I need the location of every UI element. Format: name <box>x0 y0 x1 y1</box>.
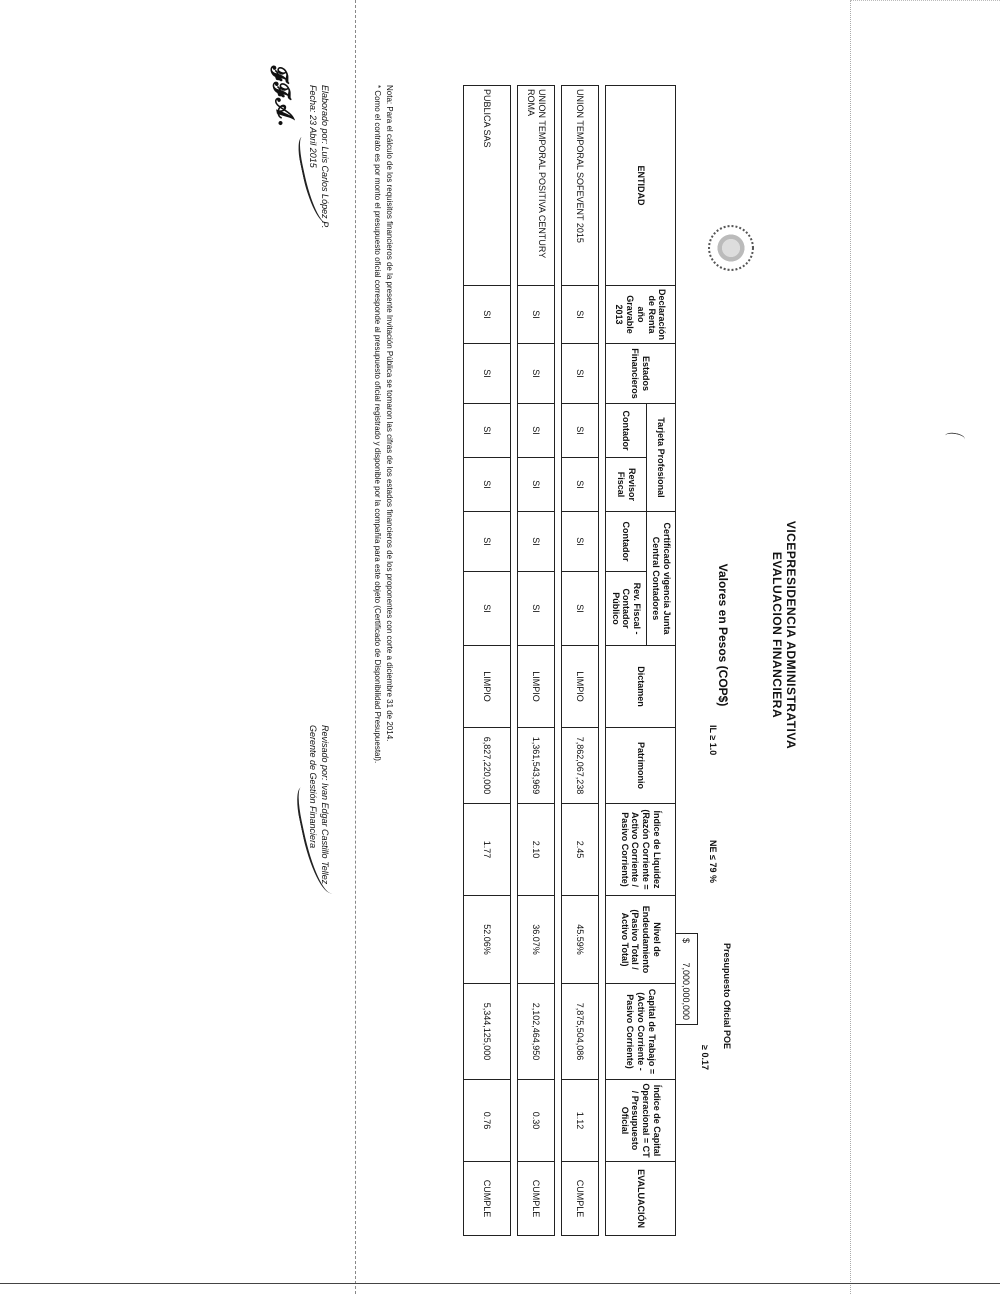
document-subtitle: EVALUACION FINANCIERA <box>770 551 784 719</box>
reviewed-by: Revisado por: Ivan Edgar Castillo Tellez <box>320 725 330 885</box>
header-entity: ENTIDAD <box>606 86 676 286</box>
cell-income-tax: SI <box>464 286 511 344</box>
prepared-date: Fecha: 23 Abril 2015 <box>308 85 319 168</box>
header-working-capital: Capital de Trabajo = (Activo Corriente - Pasivo Corriente) <box>606 984 676 1080</box>
cell-income-tax: SI <box>518 286 555 344</box>
header-cert-auditor: Rev. Fiscal - Contador Público <box>606 572 647 646</box>
cell-liquidity: 2.45 <box>562 804 599 896</box>
budget-label: Presupuesto Oficial POE <box>722 943 732 1050</box>
budget-value: 7,000,000,000 <box>681 962 692 1020</box>
budget-currency: $ <box>681 938 692 944</box>
cell-evaluation: CUMPLE <box>518 1162 555 1236</box>
cell-operational-capital: 0.30 <box>518 1080 555 1162</box>
table-row <box>562 86 599 1236</box>
table-gap <box>599 86 606 1236</box>
financial-evaluation-table <box>463 85 676 1236</box>
cell-cert-auditor: SI <box>562 572 599 646</box>
cell-financial-statements: SI <box>464 344 511 404</box>
header-liquidity: Índice de Liquidez (Razón Corriente = Activo Corriente / Pasivo Corriente) <box>606 804 676 896</box>
header-card-auditor: Revisor Fiscal <box>606 458 647 512</box>
cell-indebtedness: 45.59% <box>562 896 599 984</box>
header-financial-statements: Estados Financieros <box>606 344 676 404</box>
prepared-by: Elaborado por: Luis Carlos López P. <box>320 85 330 229</box>
handwritten-initials: 𝓕𝓕𝓐. <box>264 63 300 128</box>
table-gap <box>555 86 562 1236</box>
header-professional-card: Tarjeta Profesional <box>647 404 676 512</box>
note-calculation: Nota: Para el cálculo de los requisitos financieros de la presente Invitación Pública se tomaron las cifras de los estados financieros de los proponentes con corte a diciembre 31 de 2014. <box>385 85 394 742</box>
cell-cert-accountant: SI <box>518 512 555 572</box>
header-equity: Patrimonio <box>606 728 676 804</box>
reviewer-role: Gerente de Gestión Financiera <box>308 725 319 849</box>
cell-cert-accountant: SI <box>464 512 511 572</box>
cell-entity: UNION TEMPORAL POSITIVA CENTURY ROMA <box>518 86 555 286</box>
header-operational-capital: Índice de Capital Operacional = CT / Presupuesto Oficial <box>606 1080 676 1162</box>
operational-capital-threshold: ≥ 0.17 <box>700 1045 710 1070</box>
cell-equity: 6,827,220,000 <box>464 728 511 804</box>
header-certificate: Certificado vigencia Junta Central Contadores <box>647 512 676 646</box>
cell-cert-accountant: SI <box>562 512 599 572</box>
cell-equity: 7,862,067,238 <box>562 728 599 804</box>
cell-liquidity: 2.10 <box>518 804 555 896</box>
prepared-by-block <box>307 85 330 345</box>
table-row <box>464 86 511 1236</box>
table-row <box>518 86 555 1236</box>
cell-card-auditor: SI <box>518 458 555 512</box>
cell-opinion: LIMPIO <box>464 646 511 728</box>
cell-entity: UNION TEMPORAL SOFEVENT 2015 <box>562 86 599 286</box>
header-cert-accountant: Contador <box>606 512 647 572</box>
cell-card-accountant: SI <box>464 404 511 458</box>
cell-indebtedness: 36.07% <box>518 896 555 984</box>
cell-financial-statements: SI <box>518 344 555 404</box>
header-income-tax: Declaración de Renta año Gravable 2013 <box>606 286 676 344</box>
evaluation-sheet <box>100 63 800 1228</box>
budget-box <box>676 933 698 1025</box>
scan-top-edge <box>850 0 1000 1</box>
scan-bottom-edge <box>0 1283 1000 1284</box>
header-indebtedness: Nivel de Endeudamiento (Pasivo Total / Activo Total) <box>606 896 676 984</box>
liquidity-threshold: IL ≥ 1.0 <box>708 725 718 756</box>
header-opinion: Dictamen <box>606 646 676 728</box>
indebtedness-threshold: NE ≤ 79 % <box>708 840 718 883</box>
document-title: VICEPRESIDENCIA ADMINISTRATIVA <box>784 520 798 750</box>
cell-working-capital: 2,102,464,950 <box>518 984 555 1080</box>
cell-entity: PUBLICA SAS <box>464 86 511 286</box>
currency-units: Valores en Pesos (COP$) <box>716 563 730 707</box>
cell-liquidity: 1.77 <box>464 804 511 896</box>
reviewed-by-block <box>307 725 330 1005</box>
cell-financial-statements: SI <box>562 344 599 404</box>
cell-card-auditor: SI <box>464 458 511 512</box>
cell-evaluation: CUMPLE <box>464 1162 511 1236</box>
cell-working-capital: 7,875,504,086 <box>562 984 599 1080</box>
cell-operational-capital: 0.76 <box>464 1080 511 1162</box>
cell-opinion: LIMPIO <box>562 646 599 728</box>
pen-mark <box>944 431 965 443</box>
cell-equity: 1,361,543,969 <box>518 728 555 804</box>
cell-card-accountant: SI <box>562 404 599 458</box>
cell-cert-auditor: SI <box>464 572 511 646</box>
cell-cert-auditor: SI <box>518 572 555 646</box>
cell-card-accountant: SI <box>518 404 555 458</box>
cell-income-tax: SI <box>562 286 599 344</box>
header-evaluation: EVALUACIÓN <box>606 1162 676 1236</box>
cell-operational-capital: 1.12 <box>562 1080 599 1162</box>
scan-margin-line <box>850 0 851 1294</box>
cell-opinion: LIMPIO <box>518 646 555 728</box>
cell-evaluation: CUMPLE <box>562 1162 599 1236</box>
cell-card-auditor: SI <box>562 458 599 512</box>
cell-working-capital: 5,344,125,000 <box>464 984 511 1080</box>
table-gap <box>511 86 518 1236</box>
header-card-accountant: Contador <box>606 404 647 458</box>
footnotes <box>371 85 395 1185</box>
cell-indebtedness: 52.06% <box>464 896 511 984</box>
note-budget: * Como el contrato es por monto el presupuesto oficial corresponde al presupuesto oficial registrado y disponible por la compañía para este objeto (Certificado de Disponibilidad Presupuestal). <box>373 85 382 764</box>
